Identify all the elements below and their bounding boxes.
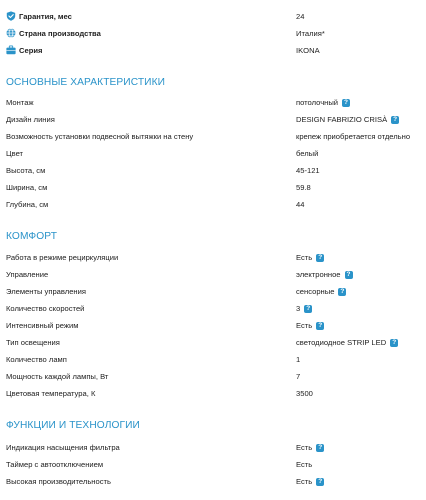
spec-value <box>296 115 399 124</box>
spec-label: Высота, см <box>6 166 46 175</box>
spec-label: Индикация насыщения фильтра <box>6 443 120 452</box>
spec-label: Гарантия, мес <box>19 12 72 21</box>
spec-value: 3500 <box>296 389 313 398</box>
help-icon[interactable]: ? <box>316 444 324 452</box>
spec-label: Страна производства <box>19 29 101 38</box>
section-title: КОМФОРТ <box>6 231 58 242</box>
spec-list <box>0 439 426 490</box>
spec-label: Интенсивный режим <box>6 321 79 330</box>
spec-value: 24 <box>296 12 305 21</box>
spec-row <box>0 368 426 385</box>
spec-label: Глубина, см <box>6 200 49 209</box>
spec-row <box>0 456 426 473</box>
spec-row <box>0 266 426 283</box>
briefcase-icon <box>6 45 16 55</box>
spec-value-text: сенсорные <box>296 287 335 296</box>
spec-value-text: электронное <box>296 270 341 279</box>
spec-label: Цветовая температура, К <box>6 389 96 398</box>
spec-label: Высокая производительность <box>6 477 111 486</box>
spec-label: Тип освещения <box>6 338 60 347</box>
globe-icon <box>6 28 16 38</box>
spec-label: Серия <box>19 46 43 55</box>
spec-value <box>296 304 312 313</box>
spec-value: 7 <box>296 372 301 381</box>
spec-row-series <box>0 42 426 59</box>
spec-row <box>0 300 426 317</box>
spec-row <box>0 94 426 111</box>
spec-row <box>0 196 426 213</box>
spec-value <box>296 321 324 330</box>
help-icon[interactable]: ? <box>390 339 398 347</box>
spec-row <box>0 145 426 162</box>
spec-row <box>0 249 426 266</box>
spec-row-warranty <box>0 8 426 25</box>
help-icon[interactable]: ? <box>316 322 324 330</box>
spec-row <box>0 439 426 456</box>
spec-value: белый <box>296 149 319 158</box>
spec-label: Мощность каждой лампы, Вт <box>6 372 109 381</box>
help-icon[interactable]: ? <box>345 271 353 279</box>
spec-value: IKONA <box>296 46 320 55</box>
spec-list <box>0 94 426 213</box>
spec-value-text: потолочный <box>296 98 339 107</box>
spec-label: Монтаж <box>6 98 34 107</box>
spec-label: Работа в режиме рециркуляции <box>6 253 119 262</box>
spec-value <box>296 287 346 296</box>
spec-row <box>0 283 426 300</box>
spec-value-text: DESIGN FABRIZIO CRISÀ <box>296 115 388 124</box>
spec-value-text: 3 <box>296 304 301 313</box>
section-title: ОСНОВНЫЕ ХАРАКТЕРИСТИКИ <box>6 77 166 88</box>
spec-value <box>296 338 398 347</box>
spec-label: Элементы управления <box>6 287 86 296</box>
spec-label: Управление <box>6 270 49 279</box>
spec-value: 45-121 <box>296 166 320 175</box>
spec-label: Ширина, см <box>6 183 48 192</box>
spec-row <box>0 351 426 368</box>
spec-value: 59.8 <box>296 183 311 192</box>
spec-value-text: светодиодное STRIP LED <box>296 338 387 347</box>
spec-value: Есть <box>296 460 313 469</box>
spec-row <box>0 179 426 196</box>
spec-label: Количество скоростей <box>6 304 85 313</box>
spec-row <box>0 317 426 334</box>
spec-value <box>296 270 353 279</box>
spec-value-text: Есть <box>296 321 313 330</box>
spec-value-text: Есть <box>296 477 313 486</box>
spec-list <box>0 249 426 402</box>
help-icon[interactable]: ? <box>304 305 312 313</box>
help-icon[interactable]: ? <box>316 478 324 486</box>
spec-value: 1 <box>296 355 301 364</box>
spec-value: 44 <box>296 200 305 209</box>
spec-value <box>296 477 324 486</box>
spec-value <box>296 98 350 107</box>
spec-row <box>0 385 426 402</box>
spec-row-country <box>0 25 426 42</box>
spec-value-text: Есть <box>296 253 313 262</box>
spec-label: Дизайн линия <box>6 115 55 124</box>
spec-row <box>0 473 426 490</box>
spec-label: Количество ламп <box>6 355 67 364</box>
spec-label: Таймер с автоотключением <box>6 460 104 469</box>
spec-value: Италия* <box>296 29 325 38</box>
shield-check-icon <box>6 11 16 21</box>
help-icon[interactable]: ? <box>342 99 350 107</box>
spec-label: Возможность установки подвесной вытяжки на стену <box>6 132 194 141</box>
section-title: ФУНКЦИИ И ТЕХНОЛОГИИ <box>6 420 140 431</box>
spec-row <box>0 111 426 128</box>
spec-value-text: Есть <box>296 443 313 452</box>
help-icon[interactable]: ? <box>391 116 399 124</box>
help-icon[interactable]: ? <box>338 288 346 296</box>
spec-row <box>0 162 426 179</box>
spec-value: крепеж приобретается отдельно <box>296 132 411 141</box>
spec-row <box>0 128 426 145</box>
spec-row <box>0 334 426 351</box>
top-specs-list <box>0 8 426 59</box>
spec-value <box>296 443 324 452</box>
spec-value <box>296 253 324 262</box>
spec-label: Цвет <box>6 149 24 158</box>
help-icon[interactable]: ? <box>316 254 324 262</box>
